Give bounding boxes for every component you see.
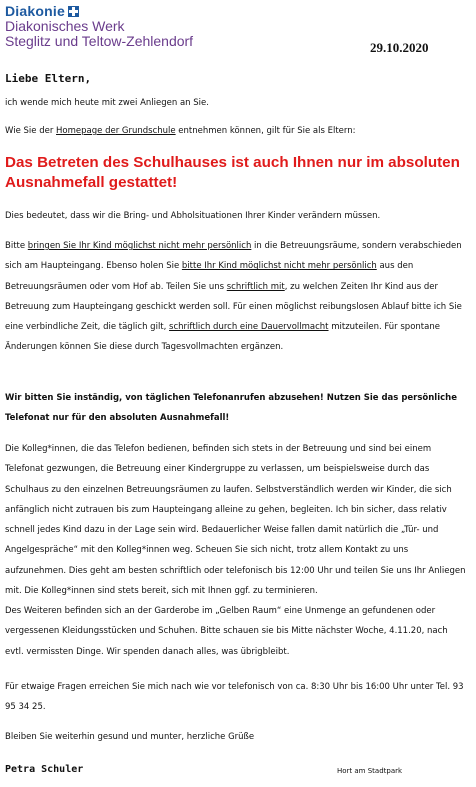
homepage-paragraph — [5, 121, 467, 141]
text: aus den Betreuungsräumen oder vom Hof ab. Teilen Sie uns — [5, 261, 414, 292]
logo-subtitle-2: Steglitz und Teltow-Zehlendorf — [5, 33, 194, 49]
text: entnehmen können, gilt für Sie als Eltern: — [175, 126, 356, 136]
emphasis-underline: bitte Ihr Kind möglichst nicht mehr persönlich — [181, 261, 377, 272]
salutation: Liebe Eltern, — [5, 72, 92, 85]
text: Wie Sie der — [5, 126, 57, 136]
text: Bitte — [5, 241, 28, 251]
organization-name: Hort am Stadtpark — [337, 767, 403, 775]
signature: Petra Schuler — [5, 764, 84, 775]
paragraph-lost-found: Des Weiteren befinden sich an der Garderobe im „Gelben Raum“ eine Unmenge an gefundenen oder vergessenen Kleidungsstücken und Schuhen. Bitte schauen sie bis Mitte nächster Woche, 4.11.20, nach evtl. vermissten Dinge. Wir spenden danach alles, was übrigbleibt. — [5, 606, 448, 657]
emphasis-underline: bringen Sie Ihr Kind möglichst nicht mehr persönlich — [27, 241, 252, 251]
paragraph-bring-pickup: Dies bedeutet, dass wir die Bring- und Abholsituationen Ihrer Kinder verändern müssen. — [5, 211, 381, 221]
text: , zu welchen Zeiten Ihr Kind aus der Betreuung zum Haupteingang geschickt werden soll. Für einen möglichst reibungslosen Ablauf bitte ich Sie eine verbindliche Zeit, die täglich gilt, — [5, 281, 462, 333]
logo-name: Diakonie — [5, 3, 65, 19]
logo-subtitle-1: Diakonisches Werk — [5, 18, 125, 34]
intro-paragraph: ich wende mich heute mit zwei Anliegen an Sie. — [5, 98, 209, 108]
logo-wordmark — [5, 3, 79, 19]
paragraph-contact: Für etwaige Fragen erreichen Sie mich nach wie vor telefonisch von ca. 8:30 Uhr bis 16:00 Uhr unter Tel. 93 95 34 25. — [5, 682, 464, 713]
homepage-link[interactable]: Homepage der Grundschule — [56, 126, 176, 136]
text: in die Betreuungsräume, sondern verabschieden sich am Haupteingang. Ebenso holen Sie — [5, 241, 462, 272]
emphasis-underline: schriftlich durch eine Dauervollmacht — [169, 322, 329, 333]
text: mitzuteilen. Für spontane Änderungen können Sie diese durch Tagesvollmachten ergänzen. — [5, 322, 440, 353]
paragraph-instructions — [5, 236, 467, 358]
diakonie-cross-icon — [68, 6, 79, 17]
letter-date: 29.10.2020 — [370, 40, 429, 55]
emphasis-underline: schriftlich mit — [226, 281, 285, 292]
paragraph-phone-request: Wir bitten Sie inständig, von täglichen Telefonanrufen abzusehen! Nutzen Sie das persönliche Telefonat nur für den absoluten Ausnahmefall! — [5, 393, 457, 424]
closing-line: Bleiben Sie weiterhin gesund und munter, herzliche Grüße — [5, 732, 255, 742]
warning-heading: Das Betreten des Schulhauses ist auch Ihnen nur im absoluten Ausnahmefall gestattet! — [5, 154, 460, 191]
paragraph-colleagues: Die Kolleg*innen, die das Telefon bedienen, befinden sich stets in der Betreuung und sind bei einem Telefonat gezwungen, die Betreuung einer Kindergruppe zu verlassen, um beispielsweise durch das Schulhaus zu den einzelnen Betreuungsräumen zu laufen. Selbstverständlich werden wir Kinder, die sich anfänglich nicht zutrauen bis zum Haupteingang alleine zu gehen, begleiten. Ich bin sicher, dass relativ schnell jedes Kind dazu in der Lage sein wird. Bedauerlicher Weise fallen damit natürlich die „Tür- und Angelgespräche“ mit den Kolleg*innen weg. Scheuen Sie sich nicht, trotz allem Kontakt zu uns aufzunehmen. Dies geht am besten schriftlich oder telefonisch bis 12:00 Uhr und teilen Sie uns Ihr Anliegen mit. Die Kolleg*innen sind stets bereit, sich mit Ihnen ggf. zu terminieren. — [5, 444, 466, 597]
